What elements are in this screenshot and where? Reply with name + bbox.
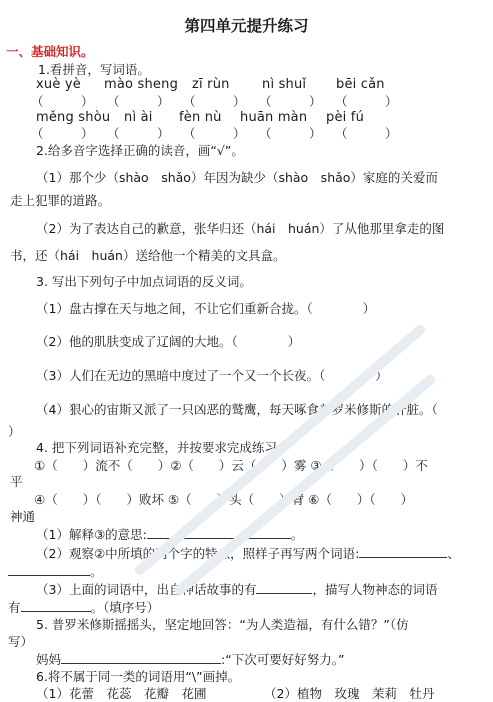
- q2-item-2-line-1: （2）为了表达自己的歉意，张华归还（hái huán）了从他那里拿走的图: [36, 221, 445, 236]
- q6-item-1: （1）花蕾 花蕊 花瓣 花圃: [36, 686, 207, 701]
- pinyin: huān màn: [240, 110, 308, 125]
- q6-item-2: （2）植物 玫瑰 茉莉 牡丹: [264, 686, 435, 701]
- q1-prompt: 1.看拼音，写词语。: [38, 62, 150, 77]
- answer-blank[interactable]: （ ）: [259, 126, 322, 141]
- pinyin: měng shòu: [36, 110, 111, 125]
- q5-line-start: 妈妈: [36, 652, 62, 667]
- q4-sub-3-label: （3）上面的词语中，出自神话故事的有: [36, 582, 257, 597]
- q4-sub-3-mid: ，描写人物神态的词语: [312, 582, 438, 597]
- pinyin: nì ài: [124, 110, 153, 125]
- answer-blank[interactable]: （ ）: [31, 94, 94, 109]
- q5-prompt-line-2: 写）: [8, 634, 34, 649]
- q4-sub-2-label: （2）观察②中所填的两个字的特点，照样子再写两个词语:: [36, 546, 360, 561]
- q4-words-row-1: ①（ ）流不（ ）②（ ）云（ ）雾 ③（ ）（ ）不: [34, 458, 428, 473]
- q4-words-row-2: ④（ ）（ ）败坏 ⑤（ ）头（ ）臂 ⑥（ ）（ ）: [34, 492, 414, 507]
- q4-sub-1-label: （1）解释③的意思:: [36, 527, 147, 542]
- answer-blank[interactable]: （ ）: [335, 126, 398, 141]
- page-title: 第四单元提升练习: [184, 16, 309, 35]
- pinyin: mào sheng: [104, 77, 179, 92]
- answer-line[interactable]: [256, 581, 312, 594]
- q2-item-1-line-2: 走上犯罪的道路。: [10, 193, 111, 208]
- pinyin: zī rùn: [192, 77, 230, 92]
- q3-prompt: 3. 写出下列句子中加点词语的反义词。: [36, 274, 252, 289]
- q5-prompt-line-1: 5. 普罗米修斯摇摇头，坚定地回答：“为人类造福，有什么错？”（仿: [36, 617, 409, 632]
- answer-blank[interactable]: （ ）: [259, 94, 322, 109]
- q4-words-row-2-wrap: 神通: [10, 509, 36, 524]
- q4-sub-2: [36, 545, 460, 562]
- pinyin: nì shuǐ: [262, 77, 307, 92]
- pinyin: pèi fú: [326, 110, 365, 125]
- q3-item-3: （3）人们在无边的黑暗中度过了一个又一个长夜。（ ）: [36, 368, 388, 383]
- answer-blank[interactable]: （ ）: [107, 94, 170, 109]
- answer-line[interactable]: [21, 599, 91, 612]
- answer-blank[interactable]: （ ）: [183, 126, 246, 141]
- q4-sub-2-wrap-end: 。: [90, 564, 103, 579]
- q2-prompt: 2.给多音字选择正确的读音，画“√”。: [36, 143, 244, 158]
- q4-sub-1-end: 。: [290, 527, 304, 542]
- answer-blank[interactable]: （ ）: [107, 126, 170, 141]
- q4-words-row-1-wrap: 平: [10, 474, 23, 489]
- answer-blank[interactable]: （ ）: [335, 94, 398, 109]
- answer-line[interactable]: [147, 526, 291, 539]
- q3-item-4-line-2: ）: [8, 424, 21, 439]
- section-heading-basics: 一、基础知识。: [6, 44, 94, 59]
- q4-sub-1: [36, 526, 303, 543]
- q4-sub-3-wrap-end: 。（填序号）: [90, 600, 160, 615]
- q5-answer-line: [36, 651, 344, 668]
- q3-item-2: （2）他的肌肤变成了辽阔的大地。（ ）: [36, 334, 301, 349]
- q3-item-4-line-1: （4）狠心的宙斯又派了一只凶恶的鹫鹰，每天啄食普罗米修斯的肝脏。（: [36, 402, 438, 417]
- answer-line[interactable]: [61, 651, 221, 664]
- q4-sub-2-wrap: [8, 563, 103, 580]
- answer-blank[interactable]: （ ）: [31, 126, 94, 141]
- q4-sub-3-wrap: [8, 599, 159, 616]
- pinyin: bēi cǎn: [336, 77, 385, 92]
- q4-sub-3: [36, 581, 437, 598]
- q2-item-2-line-2: 书，还（hái huán）送给他一个精美的文具盒。: [10, 248, 286, 263]
- q2-item-1-line-1: （1）那个少（shào shǎo）年因为缺少（shào shǎo）家庭的关爱而: [36, 170, 438, 185]
- answer-line[interactable]: [359, 545, 447, 558]
- pinyin: fèn nù: [179, 110, 222, 125]
- q4-sub-3-wrap-label: 有: [8, 600, 21, 615]
- q3-item-1: （1）盘古撑在天与地之间，不让它们重新合拢。（ ）: [36, 301, 376, 316]
- pinyin: xuè yè: [36, 77, 81, 92]
- answer-blank[interactable]: （ ）: [183, 94, 246, 109]
- q6-prompt: 6.将不属于同一类的词语用“\”画掉。: [36, 669, 241, 684]
- answer-line[interactable]: [8, 563, 90, 576]
- q4-prompt: 4. 把下列词语补充完整，并按要求完成练习。: [36, 440, 290, 455]
- q4-sub-2-end: 、: [447, 546, 460, 561]
- q5-line-end: :“下次可要好好努力。”: [221, 652, 345, 667]
